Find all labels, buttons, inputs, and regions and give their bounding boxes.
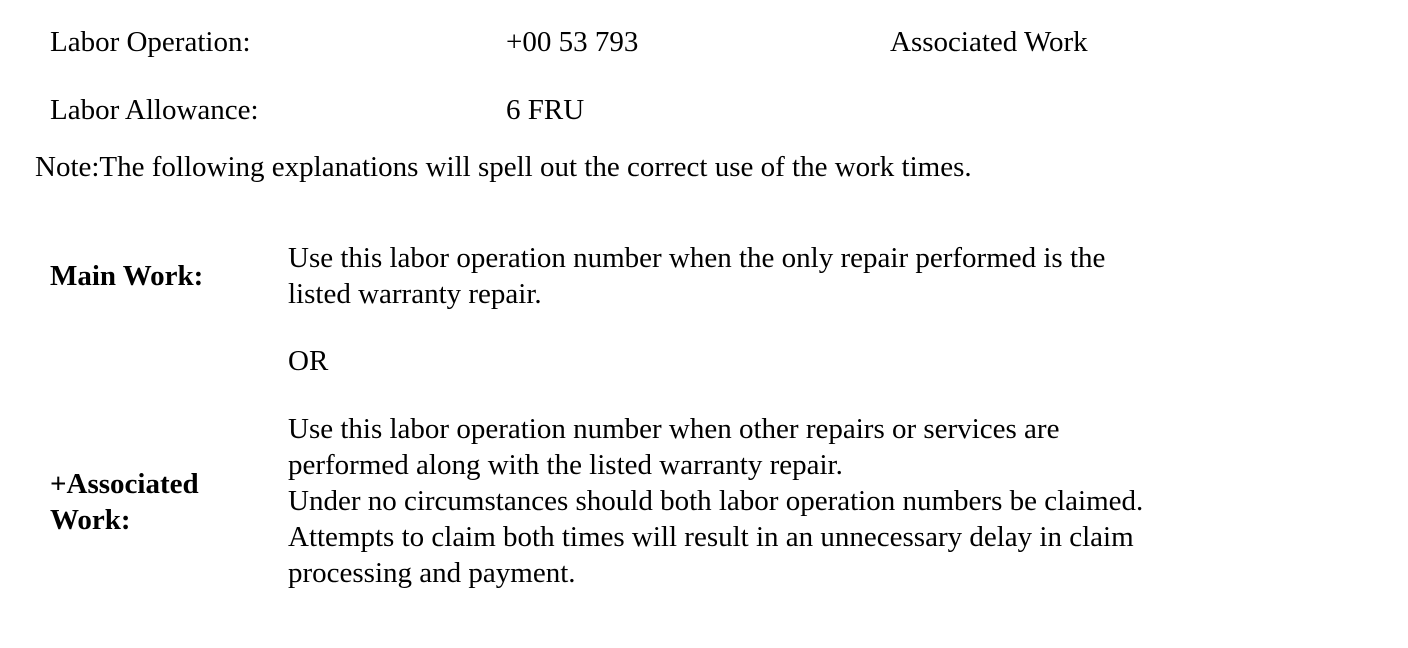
associated-work-label-line: Work: xyxy=(50,504,131,536)
labor-allowance-label: Labor Allowance: xyxy=(50,94,259,126)
or-separator: OR xyxy=(288,345,329,377)
main-work-line: listed warranty repair. xyxy=(288,278,542,310)
main-work-label: Main Work: xyxy=(50,260,204,292)
main-work-description xyxy=(288,240,1105,312)
associated-work-line: Attempts to claim both times will result in an unnecessary delay in claim xyxy=(288,521,1134,553)
note-text: Note:The following explanations will spell out the correct use of the work times. xyxy=(35,151,972,183)
associated-work-line: performed along with the listed warranty repair. xyxy=(288,449,843,481)
associated-work-label-line: +Associated xyxy=(50,468,199,500)
labor-operation-value: +00 53 793 xyxy=(506,26,639,58)
associated-work-label xyxy=(50,466,199,538)
labor-operation-type: Associated Work xyxy=(890,26,1088,58)
associated-work-line: processing and payment. xyxy=(288,557,576,589)
labor-allowance-value: 6 FRU xyxy=(506,94,585,126)
main-work-line: Use this labor operation number when the only repair performed is the xyxy=(288,242,1106,274)
associated-work-line: Under no circumstances should both labor operation numbers be claimed. xyxy=(288,485,1144,517)
associated-work-description xyxy=(288,411,1143,591)
associated-work-line: Use this labor operation number when other repairs or services are xyxy=(288,413,1060,445)
labor-operation-label: Labor Operation: xyxy=(50,26,251,58)
